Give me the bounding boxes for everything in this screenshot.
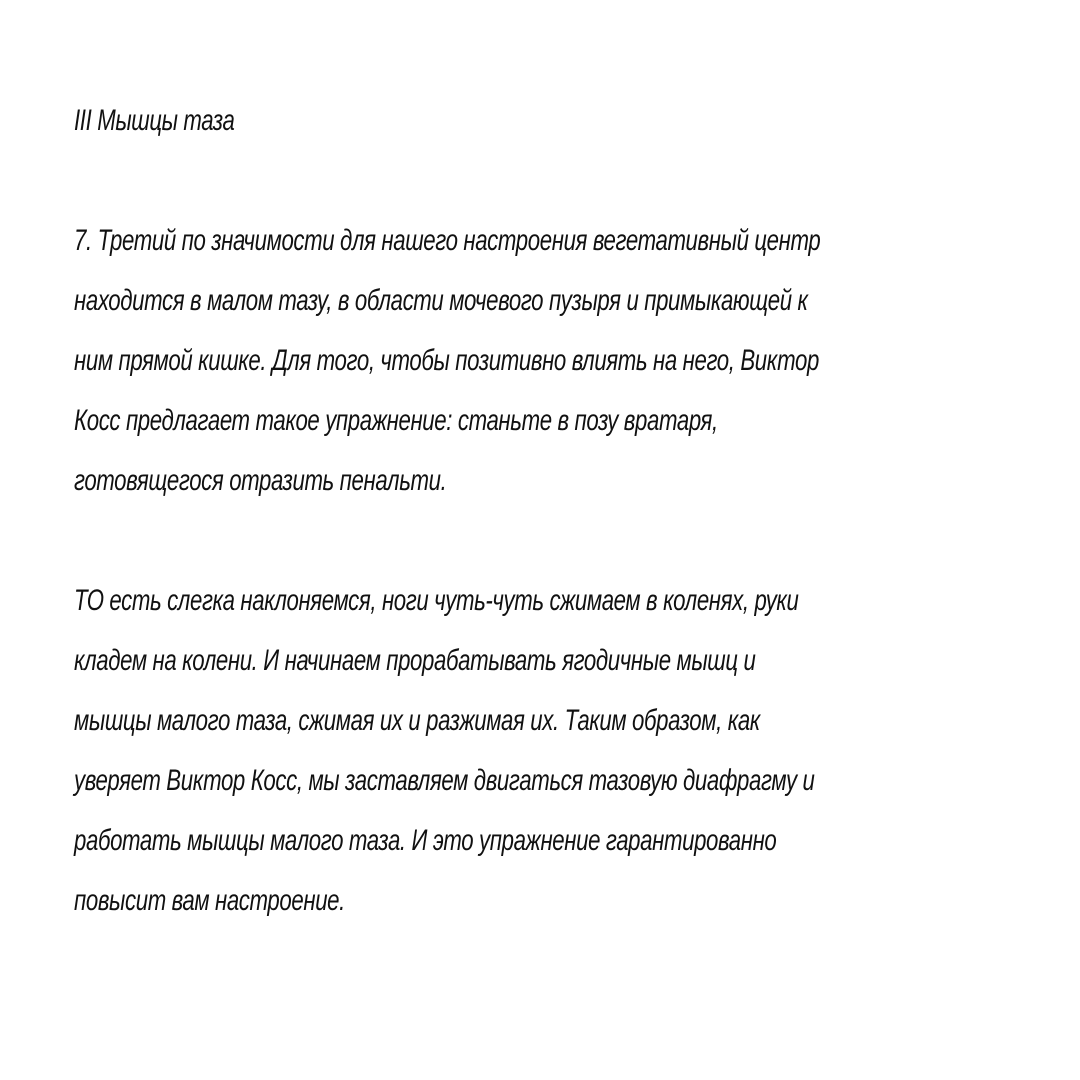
paragraph-line: Косс предлагает такое упражнение: станьте в позу вратаря, (74, 404, 718, 437)
section-heading (74, 91, 807, 151)
paragraph-line: работать мышцы малого таза. И это упражнение гарантированно (74, 824, 777, 857)
paragraph-line: кладем на колени. И начинаем прорабатывать ягодичные мышц и (74, 644, 756, 677)
paragraph-line: готовящегося отразить пенальти. (74, 464, 447, 497)
paragraph-line: уверяет Виктор Косс, мы заставляем двигаться тазовую диафрагму и (74, 764, 815, 797)
paragraph-line: ним прямой кишке. Для того, чтобы позитивно влиять на него, Виктор (74, 344, 819, 377)
paragraph-line: повысит вам настроение. (74, 884, 345, 917)
heading-text: III Мышцы таза (74, 104, 235, 137)
paragraph-line: мышцы малого таза, сжимая их и разжимая их. Таким образом, как (74, 704, 760, 737)
paragraph-2 (74, 571, 815, 931)
paragraph-line: находится в малом тазу, в области мочевого пузыря и примыкающей к (74, 284, 808, 317)
paragraph-line: 7. Третий по значимости для нашего настроения вегетативный центр (74, 224, 821, 257)
paragraph-line: ТО есть слегка наклоняемся, ноги чуть-чуть сжимаем в коленях, руки (74, 584, 799, 617)
paragraph-1 (74, 211, 821, 511)
